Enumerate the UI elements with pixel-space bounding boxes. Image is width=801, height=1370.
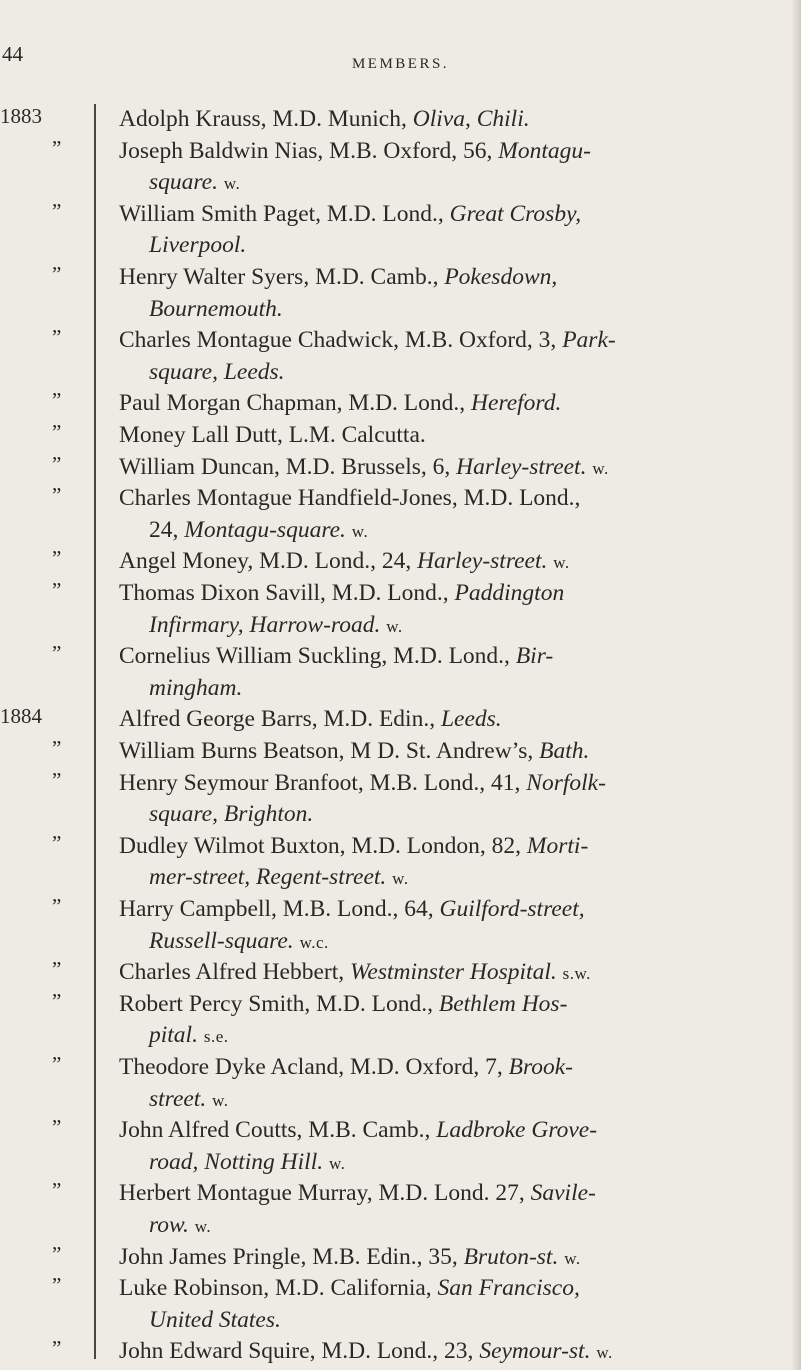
district-code: s.e. bbox=[203, 1027, 229, 1047]
member-entry-continuation bbox=[149, 1210, 211, 1240]
district-code: w. bbox=[392, 869, 409, 889]
address-text: square, Brighton. bbox=[149, 801, 314, 828]
member-text: Harry Campbell, M.B. Lond., 64, bbox=[119, 896, 440, 922]
member-text: Charles Alfred Hebbert, bbox=[119, 959, 351, 986]
district-code: w. bbox=[212, 1090, 229, 1110]
member-entry-continuation bbox=[149, 230, 246, 260]
ditto-mark: ” bbox=[52, 988, 62, 1013]
district-code: w. bbox=[596, 1343, 613, 1363]
ditto-mark: ” bbox=[52, 736, 62, 760]
member-entry-continuation bbox=[149, 926, 329, 956]
member-entry-line bbox=[119, 325, 616, 355]
member-entry-continuation bbox=[149, 799, 313, 829]
member-entry-line bbox=[119, 768, 606, 798]
address-text: Westminster Hospital. bbox=[350, 959, 557, 986]
ditto-mark: ” bbox=[52, 1273, 62, 1298]
member-text: John Alfred Coutts, M.B. Camb., bbox=[119, 1117, 437, 1144]
member-entry-line bbox=[119, 1242, 581, 1272]
member-text: Paul Morgan Chapman, M.D. Lond., bbox=[119, 390, 472, 417]
member-text: Adolph Krauss, M.D. Munich, bbox=[119, 106, 413, 132]
member-entry-continuation bbox=[149, 610, 403, 640]
address-text: Hereford. bbox=[471, 390, 562, 417]
member-entry-continuation bbox=[149, 673, 242, 703]
member-entry-line bbox=[119, 989, 567, 1019]
member-entry-line bbox=[119, 1336, 613, 1366]
district-code: w. bbox=[194, 1217, 212, 1236]
year-label: 1884 bbox=[0, 704, 42, 729]
ditto-mark: ” bbox=[52, 325, 62, 350]
address-text: Seymour-st. bbox=[479, 1338, 591, 1365]
address-text: Harley-street. bbox=[417, 548, 548, 575]
member-text: Joseph Baldwin Nias, M.B. Oxford, 56, bbox=[119, 137, 499, 164]
address-text: Bournemouth. bbox=[149, 295, 283, 322]
address-text: Brook- bbox=[508, 1054, 574, 1080]
ditto-mark: ” bbox=[52, 957, 62, 982]
address-text: Liverpool. bbox=[149, 232, 247, 259]
running-head: MEMBERS. bbox=[351, 56, 450, 72]
member-text: Cornelius William Suckling, M.D. Lond., bbox=[119, 643, 516, 670]
member-entry-line bbox=[119, 420, 426, 450]
district-code: w. bbox=[553, 553, 570, 573]
member-entry-continuation bbox=[149, 1084, 229, 1114]
member-text: Luke Robinson, M.D. California, bbox=[119, 1275, 438, 1302]
ditto-mark: ” bbox=[52, 262, 62, 286]
address-text: row. bbox=[149, 1212, 189, 1238]
district-code: w. bbox=[592, 458, 609, 478]
member-text: William Burns Beatson, M D. St. Andrew’s, bbox=[119, 738, 540, 764]
member-entry-continuation bbox=[149, 294, 283, 324]
address-text: Great Crosby, bbox=[449, 200, 582, 227]
member-entry-line bbox=[119, 199, 581, 229]
address-text: Oliva, Chili. bbox=[412, 106, 530, 132]
ditto-mark: ” bbox=[52, 198, 62, 223]
member-entry-line bbox=[119, 1178, 596, 1208]
member-text: Dudley Wilmot Buxton, M.D. London, 82, bbox=[119, 832, 527, 859]
member-entry-continuation bbox=[149, 515, 368, 545]
ditto-mark: ” bbox=[52, 388, 62, 413]
member-entry-line bbox=[119, 894, 585, 924]
member-entry-line bbox=[119, 1115, 597, 1145]
member-text: Herbert Montague Murray, M.D. Lond. 27, bbox=[119, 1180, 531, 1207]
member-entry-line bbox=[119, 641, 553, 671]
address-text: Paddington bbox=[454, 580, 565, 606]
ditto-mark: ” bbox=[52, 451, 62, 476]
district-code: w. bbox=[386, 616, 403, 636]
address-text: Russell-square. bbox=[149, 927, 294, 954]
ditto-mark: ” bbox=[52, 1115, 62, 1140]
member-text: Theodore Dyke Acland, M.D. Oxford, 7, bbox=[119, 1054, 509, 1080]
member-entry-line bbox=[119, 831, 588, 861]
address-text: street. bbox=[149, 1085, 207, 1112]
member-text: Henry Seymour Branfoot, M.B. Lond., 41, bbox=[119, 769, 527, 796]
ditto-mark: ” bbox=[52, 546, 62, 571]
address-text: Norfolk- bbox=[526, 769, 606, 796]
address-text: Bir- bbox=[515, 643, 554, 670]
member-text: Money Lall Dutt, L.M. Calcutta. bbox=[119, 422, 426, 448]
member-text: William Duncan, M.D. Brussels, 6, bbox=[119, 453, 457, 480]
address-text: road, Notting Hill. bbox=[149, 1148, 324, 1175]
year-label: 1883 bbox=[0, 104, 42, 128]
member-entry-line bbox=[119, 1273, 580, 1303]
address-text: Harley-street. bbox=[456, 453, 587, 480]
ditto-mark: ” bbox=[52, 1241, 62, 1266]
member-text: John Edward Squire, M.D. Lond., 23, bbox=[119, 1338, 480, 1365]
address-text: Savile- bbox=[530, 1180, 596, 1207]
member-text: Alfred George Barrs, M.D. Edin., bbox=[119, 706, 441, 733]
ditto-mark: ” bbox=[52, 1336, 62, 1361]
address-text: pital. bbox=[149, 1022, 198, 1049]
member-entry-line bbox=[119, 262, 557, 292]
ditto-mark: ” bbox=[52, 135, 62, 160]
member-text: Angel Money, M.D. Lond., 24, bbox=[119, 548, 418, 575]
member-entry-continuation bbox=[149, 1147, 345, 1177]
address-text: Guilford-street, bbox=[439, 896, 585, 922]
member-entry-line bbox=[119, 1052, 573, 1082]
ditto-mark: ” bbox=[52, 830, 62, 855]
district-code: w. bbox=[223, 174, 241, 194]
member-entry-line bbox=[119, 104, 530, 134]
member-text: Thomas Dixon Savill, M.D. Lond., bbox=[119, 580, 455, 606]
member-entry-continuation bbox=[149, 1020, 229, 1050]
district-code: w. bbox=[351, 521, 369, 541]
member-entry-line bbox=[119, 957, 591, 987]
member-entry-line bbox=[119, 483, 580, 513]
member-entry-line bbox=[119, 546, 570, 576]
address-text: San Francisco, bbox=[437, 1275, 580, 1302]
address-text: square. bbox=[149, 169, 218, 196]
address-text: United States. bbox=[149, 1306, 281, 1333]
district-code: w. bbox=[564, 1248, 581, 1268]
member-entry-line bbox=[119, 704, 502, 734]
ditto-mark: ” bbox=[52, 483, 62, 508]
address-text: Montagu- bbox=[498, 137, 591, 164]
ditto-mark: ” bbox=[52, 641, 62, 666]
address-text: Park- bbox=[562, 327, 616, 354]
member-entry-continuation bbox=[149, 167, 240, 197]
member-entry-line bbox=[119, 736, 589, 766]
ditto-mark: ” bbox=[52, 1178, 62, 1203]
address-text: Pokesdown, bbox=[444, 264, 558, 290]
address-text: Bruton-st. bbox=[463, 1243, 559, 1270]
ditto-mark: ” bbox=[52, 767, 62, 792]
page-edge-shadow bbox=[791, 0, 801, 1370]
address-text: Ladbroke Grove- bbox=[436, 1117, 598, 1144]
member-text: John James Pringle, M.B. Edin., 35, bbox=[119, 1243, 464, 1270]
address-text: mer-street, Regent-street. bbox=[149, 864, 387, 891]
district-code: s.w. bbox=[562, 964, 591, 984]
member-entry-line bbox=[119, 452, 609, 482]
member-text: 24, bbox=[149, 516, 185, 543]
member-entry-line bbox=[119, 136, 591, 166]
member-entry-continuation bbox=[149, 357, 285, 387]
district-code: w.c. bbox=[299, 932, 329, 952]
member-text: Henry Walter Syers, M.D. Camb., bbox=[119, 264, 445, 290]
member-text: Robert Percy Smith, M.D. Lond., bbox=[119, 990, 439, 1017]
address-text: Morti- bbox=[526, 832, 589, 859]
ditto-mark: ” bbox=[52, 578, 62, 602]
address-text: Bethlem Hos- bbox=[438, 990, 568, 1017]
address-text: square, Leeds. bbox=[149, 358, 285, 385]
page-number: 44 bbox=[2, 42, 23, 66]
ditto-mark: ” bbox=[52, 894, 62, 918]
member-text: William Smith Paget, M.D. Lond., bbox=[119, 200, 450, 227]
member-text: Charles Montague Handfield-Jones, M.D. Lond., bbox=[119, 485, 581, 512]
ditto-mark: ” bbox=[52, 420, 62, 444]
member-text: Charles Montague Chadwick, M.B. Oxford, 3, bbox=[119, 327, 563, 354]
address-text: Bath. bbox=[539, 738, 590, 764]
member-entry-continuation bbox=[149, 1305, 281, 1335]
district-code: w. bbox=[328, 1153, 346, 1173]
ditto-mark: ” bbox=[52, 1052, 62, 1076]
address-text: Infirmary, Harrow-road. bbox=[149, 611, 381, 638]
member-entry-continuation bbox=[149, 862, 409, 892]
member-entry-line bbox=[119, 578, 564, 608]
column-rule bbox=[94, 104, 96, 1359]
address-text: mingham. bbox=[149, 674, 243, 701]
address-text: Leeds. bbox=[440, 706, 502, 733]
member-entry-line bbox=[119, 388, 561, 418]
address-text: Montagu-square. bbox=[184, 516, 346, 543]
